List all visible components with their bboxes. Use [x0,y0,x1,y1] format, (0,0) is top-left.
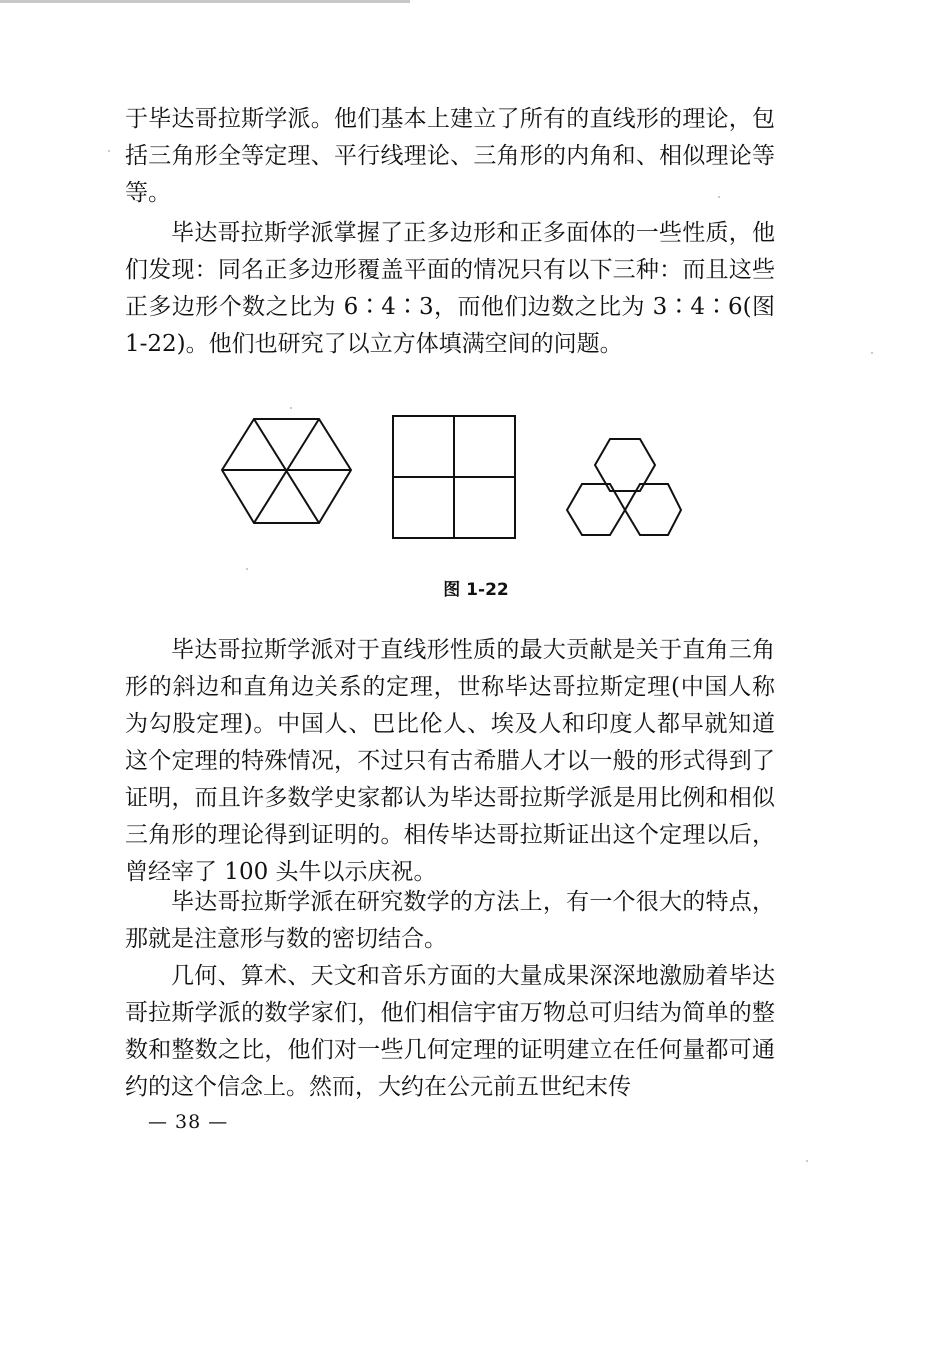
paragraph-2: 毕达哥拉斯学派掌握了正多边形和正多面体的一些性质，他们发现：同名正多边形覆盖平面的情况只有以下三种：而且这些正多边形个数之比为 6∶4∶3，而他们边数之比为 3∶4∶6(图 1-22)。他们也研究了以立方体填满空间的问题。 [125,220,775,357]
scan-speck [246,568,248,570]
page-number: — 38 — [148,1111,229,1133]
scan-speck [806,1160,808,1162]
hexagon-of-triangles [222,419,351,523]
tiling-diagrams [215,405,695,555]
square-grid [393,416,515,538]
three-hexagons [567,439,681,535]
paragraph-3: 毕达哥拉斯学派对于直线形性质的最大贡献是关于直角三角形的斜边和直角边关系的定理，世称毕达哥拉斯定理(中国人称为勾股定理)。中国人、巴比伦人、埃及人和印度人都早就知道这个定理的特殊情况，不过只有古希腊人才以一般的形式得到了证明，而且许多数学史家都认为毕达哥拉斯学派是用比例和相似三角形的理论得到证明的。相传毕达哥拉斯证出这个定理以后，曾经宰了 100 头牛以示庆祝。 [125,637,775,885]
scan-speck [871,352,873,354]
figure-1-22 [215,405,695,555]
paragraph-1: 于毕达哥拉斯学派。他们基本上建立了所有的直线形的理论，包括三角形全等定理、平行线理论、三角形的内角和、相似理论等等。 [125,106,775,206]
paragraph-4: 毕达哥拉斯学派在研究数学的方法上，有一个很大的特点，那就是注意形与数的密切结合。 [125,889,775,952]
paragraph-5: 几何、算术、天文和音乐方面的大量成果深深地激励着毕达哥拉斯学派的数学家们，他们相信宇宙万物总可归结为简单的整数和整数之比，他们对一些几何定理的证明建立在任何量都可通约的这个信念上。然而，大约在公元前五世纪末传 [125,963,775,1100]
scan-speck [290,407,292,409]
scan-speck [108,150,110,152]
figure-caption: 图 1-22 [443,580,509,600]
scan-edge-rule [0,0,410,3]
scan-speck [718,196,720,198]
